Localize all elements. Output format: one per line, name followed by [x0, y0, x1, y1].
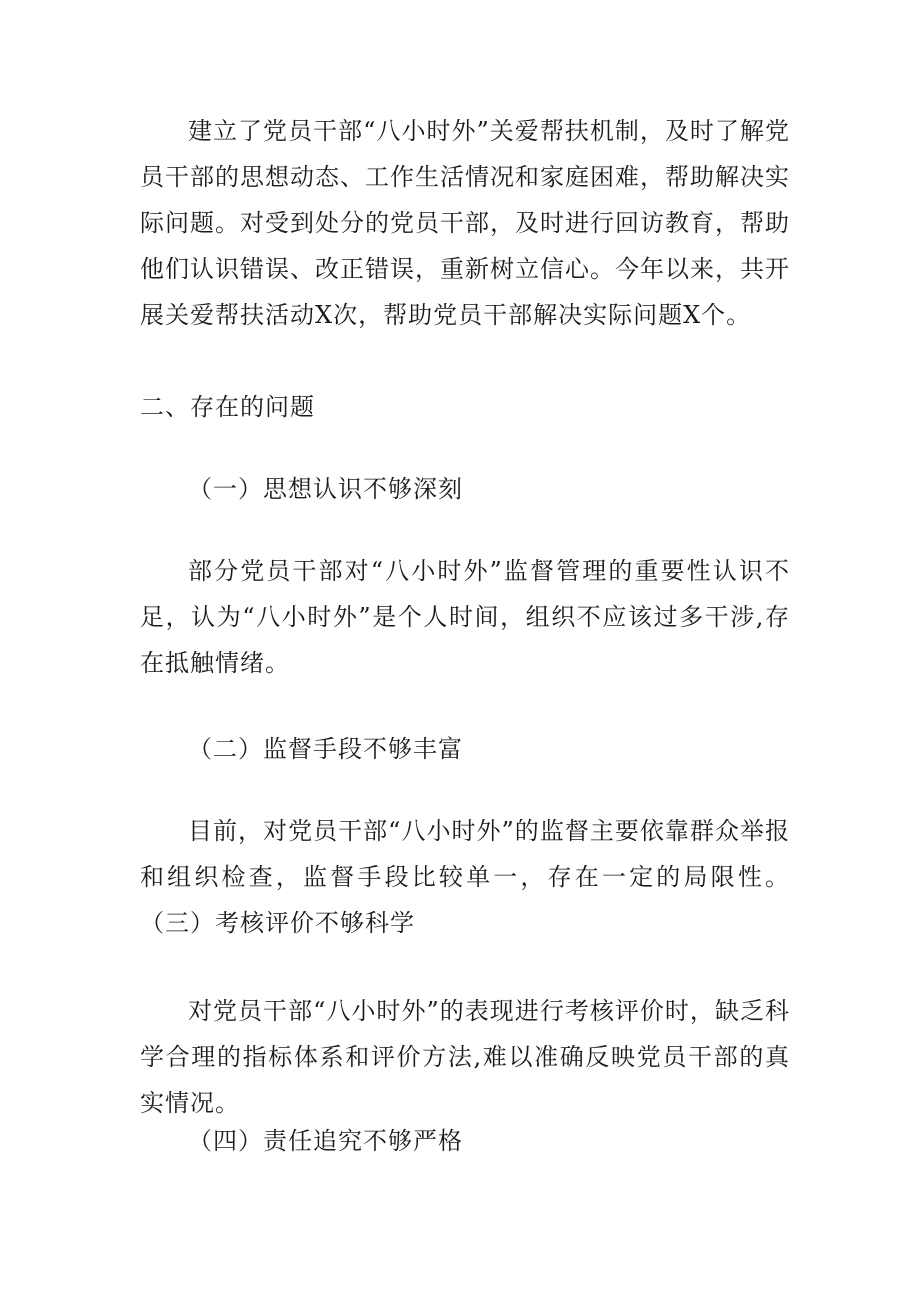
paragraph-evaluation: 对党员干部“八小时外”的表现进行考核评价时，缺乏科学合理的指标体系和评价方法,难以准确反映党员干部的真实情况。 — [140, 997, 790, 1117]
paragraph-care-mechanism: 建立了党员干部“八小时外”关爱帮扶机制，及时了解党员干部的思想动态、工作生活情况和家庭困难，帮助解决实际问题。对受到处分的党员干部，及时进行回访教育，帮助他们认识错误、改正错误，重新树立信心。今年以来，共开展关爱帮扶活动X次，帮助党员干部解决实际问题X个。 — [140, 117, 790, 329]
subheading-awareness: （一）思想认识不够深刻 — [188, 475, 463, 503]
subheading-accountability: （四）责任追究不够严格 — [188, 1127, 463, 1155]
paragraph-awareness: 部分党员干部对“八小时外”监督管理的重要性认识不足，认为“八小时外”是个人时间，组织不应该过多干涉,存在抵触情绪。 — [140, 557, 790, 677]
paragraph-supervision-means: 目前，对党员干部“八小时外”的监督主要依靠群众举报和组织检查，监督手段比较单一，存在一定的局限性。（三）考核评价不够科学 — [140, 817, 790, 937]
subheading-supervision-means: （二）监督手段不够丰富 — [188, 735, 463, 763]
section-heading-problems: 二、存在的问题 — [140, 393, 315, 421]
